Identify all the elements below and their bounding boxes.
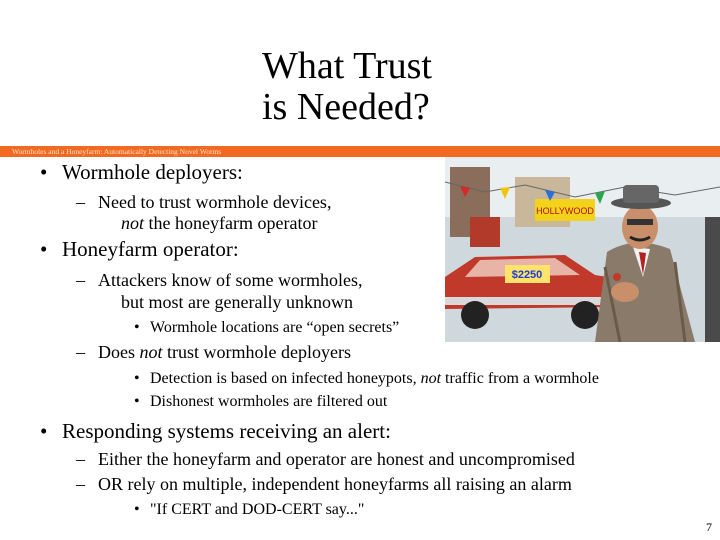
dash-marker: –: [76, 192, 85, 212]
sub-sub-bullet-detection: • Detection is based on infected honeypots, not traffic from a wormhole: [134, 370, 599, 387]
dash-marker: –: [76, 270, 85, 290]
sub-bullet-trust-devices-cont: not the honeyfarm operator: [121, 213, 318, 233]
bullet-dot: •: [134, 501, 140, 518]
sign-hollywood-text: HOLLYWOOD: [536, 206, 594, 216]
sign-price: [505, 265, 550, 283]
sub-bullet-either-honest: – Either the honeyfarm and operator are honest and uncompromised: [76, 449, 575, 469]
header-bar-text: Wormholes and a Honeyfarm: Automatically Detecting Novel Worms: [12, 147, 222, 156]
sub-bullet-does-not-trust: – Does not trust wormhole deployers: [76, 342, 351, 362]
sign-hollywood: [535, 199, 595, 221]
sign-price-text: $2250: [511, 269, 543, 281]
sub-bullet-attackers-know: – Attackers know of some wormholes,: [76, 270, 363, 290]
sub-bullet-attackers-know-cont: but most are generally unknown: [121, 292, 353, 312]
used-car-salesman-photo: [445, 157, 720, 342]
bullet-dot: •: [134, 319, 140, 336]
sub-sub-bullet-dishonest: • Dishonest wormholes are filtered out: [134, 393, 388, 410]
bullet-dot: •: [134, 393, 140, 410]
sub-sub-bullet-open-secrets: • Wormhole locations are “open secrets”: [134, 319, 400, 336]
header-bar: [0, 146, 720, 157]
sub-bullet-or-rely: – OR rely on multiple, independent honeyfarms all raising an alarm: [76, 474, 572, 494]
bullet-responding-systems: • Responding systems receiving an alert:: [40, 419, 391, 443]
bullet-dot: •: [40, 160, 48, 184]
bullet-dot: •: [134, 370, 140, 387]
title-line-2: is Needed?: [262, 86, 430, 128]
page-number: 7: [706, 520, 712, 534]
dash-marker: –: [76, 474, 85, 494]
dash-marker: –: [76, 342, 85, 362]
slide-title: [262, 46, 432, 128]
bullet-dot: •: [40, 237, 48, 261]
dash-marker: –: [76, 449, 85, 469]
bullet-wormhole-deployers: • Wormhole deployers:: [40, 160, 243, 184]
bullet-honeyfarm-operator: • Honeyfarm operator:: [40, 237, 239, 261]
bullet-dot: •: [40, 419, 48, 443]
sub-sub-bullet-cert: • "If CERT and DOD-CERT say...": [134, 501, 365, 518]
title-line-1: What Trust: [262, 45, 432, 87]
sub-bullet-trust-devices: – Need to trust wormhole devices,: [76, 192, 332, 212]
